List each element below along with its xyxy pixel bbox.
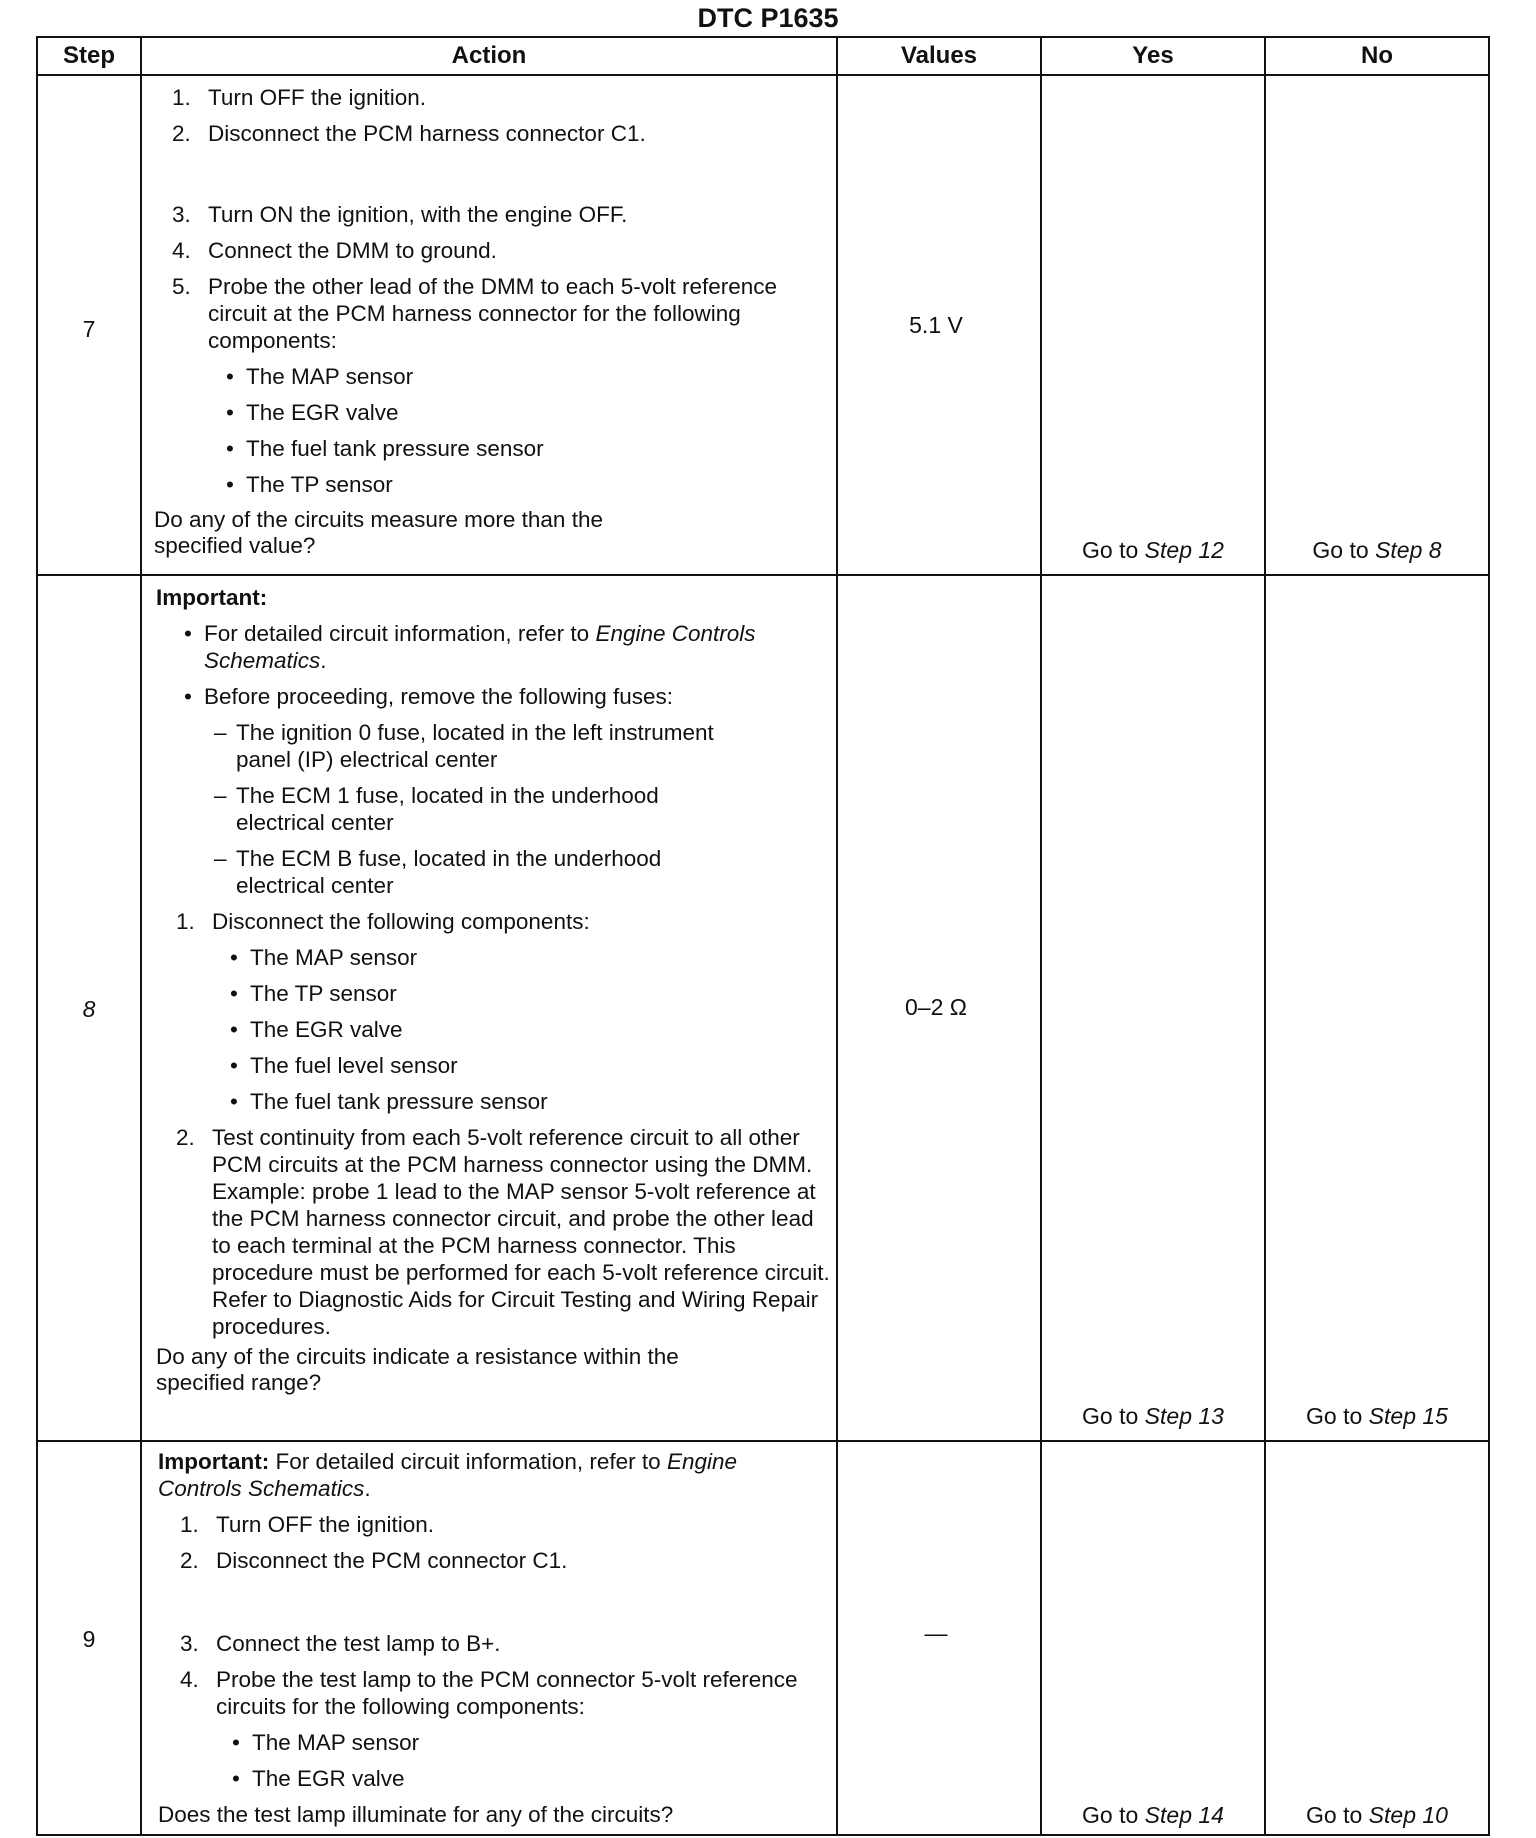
note-text: For detailed circuit information, refer to (275, 1449, 661, 1474)
component-item: • The MAP sensor (232, 1730, 420, 1755)
component-text: The EGR valve (252, 1766, 405, 1791)
important-label: Important: (158, 1449, 270, 1474)
note-text: For detailed circuit information, refer to (204, 621, 590, 646)
no-step-ref: Step 10 (1368, 1802, 1448, 1828)
note-text: Before proceeding, remove the following fuses: (204, 684, 674, 709)
action-cell (156, 584, 832, 1396)
instruction-text: Turn ON the ignition, with the engine OFF. (208, 202, 628, 227)
yes-column-rule (1264, 37, 1266, 1835)
yes-step-ref: Step 13 (1144, 1403, 1224, 1429)
step-column-rule (140, 37, 142, 1835)
instruction-text: Connect the DMM to ground. (208, 238, 497, 263)
question-text: Does the test lamp illuminate for any of the circuits? (158, 1802, 674, 1827)
component-text: The MAP sensor (252, 1730, 420, 1755)
action-cell (154, 84, 830, 559)
header-rule (37, 74, 1489, 76)
instruction-text: Connect the test lamp to B+. (216, 1631, 501, 1656)
action-cell (158, 1448, 834, 1828)
fuse-item: – The ignition 0 fuse, located in the left instrument panel (IP) electrical center (214, 720, 714, 772)
action-column-rule (836, 37, 838, 1835)
component-text: The EGR valve (250, 1017, 403, 1042)
instruction-step: 2. Test continuity from each 5-volt reference circuit to all other PCM circuits at the PCM harness connector using the DMM. Example: probe 1 lead to the MAP sensor 5-volt reference at the PCM harness connector circuit, and probe the other lead to each terminal at the PCM harness connector. This procedure must be performed for each 5-volt reference circuit. Refer to Diagnostic Aids for Circuit Testing and Wiring Repair procedures. (176, 1125, 830, 1339)
component-text: The MAP sensor (246, 364, 414, 389)
value-cell: — (924, 1620, 948, 1646)
important-note: Important: For detailed circuit information, refer to Engine Controls Schematics. (158, 1449, 738, 1501)
instruction-step: 1. Turn OFF the ignition. (172, 85, 427, 110)
yes-action: Go to Step 13 (1082, 1403, 1224, 1429)
component-text: The TP sensor (246, 472, 393, 497)
instruction-step: 2. Disconnect the PCM harness connector C1. (172, 121, 646, 146)
yes-action: Go to Step 12 (1082, 537, 1224, 563)
header-values: Values (900, 42, 978, 69)
schematics-ref: Engine Controls Schematics (204, 621, 756, 673)
no-step-ref: Step 8 (1375, 537, 1442, 563)
step-number: 9 (82, 1626, 96, 1652)
instruction-text: Disconnect the PCM connector C1. (216, 1548, 568, 1573)
component-text: The TP sensor (250, 981, 397, 1006)
question-text: Do any of the circuits measure more than the specified value? (154, 507, 603, 558)
no-step-ref: Step 15 (1368, 1403, 1448, 1429)
component-item: • The TP sensor (226, 472, 393, 497)
fuse-text: The ignition 0 fuse, located in the left instrument panel (IP) electrical center (236, 720, 714, 772)
document-title: DTC P1635 (697, 3, 839, 33)
value-cell: 5.1 V (909, 312, 963, 338)
instruction-text: Turn OFF the ignition. (208, 85, 427, 110)
instruction-text: Disconnect the following components: (212, 909, 590, 934)
step-number: 8 (82, 996, 96, 1022)
component-item: • The TP sensor (230, 981, 397, 1006)
header-action: Action (451, 42, 527, 69)
instruction-text: Probe the other lead of the DMM to each 5-volt reference circuit at the PCM harness connector for the following components: (208, 274, 778, 353)
component-text: The fuel tank pressure sensor (250, 1089, 548, 1114)
note-item: • Before proceeding, remove the following fuses: (184, 684, 674, 709)
fuse-item: – The ECM 1 fuse, located in the underhood electrical center (214, 783, 659, 835)
question-text: Do any of the circuits indicate a resistance within the specified range? (156, 1344, 679, 1395)
component-item: • The EGR valve (232, 1766, 405, 1791)
component-item: • The EGR valve (230, 1017, 403, 1042)
yes-step-ref: Step 14 (1144, 1802, 1224, 1828)
value-cell: 0–2 Ω (905, 994, 967, 1020)
instruction-step: 4. Probe the test lamp to the PCM connector 5-volt reference circuits for the following components: (180, 1667, 798, 1719)
no-action: Go to Step 10 (1306, 1802, 1448, 1828)
yes-step-ref: Step 12 (1144, 537, 1224, 563)
step-number: 7 (82, 316, 96, 342)
instruction-text: Disconnect the PCM harness connector C1. (208, 121, 646, 146)
no-action: Go to Step 15 (1306, 1403, 1448, 1429)
instruction-step: 5. Probe the other lead of the DMM to each 5-volt reference circuit at the PCM harness connector for the following components: (172, 274, 778, 353)
component-item: • The fuel tank pressure sensor (230, 1089, 548, 1114)
fuse-item: – The ECM B fuse, located in the underhood electrical center (214, 846, 662, 898)
component-text: The EGR valve (246, 400, 399, 425)
row-7-rule (37, 574, 1489, 576)
component-item: • The MAP sensor (226, 364, 414, 389)
values-column-rule (1040, 37, 1042, 1835)
instruction-step: 1. Turn OFF the ignition. (180, 1512, 435, 1537)
header-no: No (1361, 42, 1393, 69)
instruction-step: 3. Connect the test lamp to B+. (180, 1631, 501, 1656)
fuse-text: The ECM B fuse, located in the underhood electrical center (236, 846, 662, 898)
instruction-step: 2. Disconnect the PCM connector C1. (180, 1548, 568, 1573)
component-item: • The MAP sensor (230, 945, 418, 970)
no-action: Go to Step 8 (1312, 537, 1442, 563)
instruction-text: Test continuity from each 5-volt reference circuit to all other PCM circuits at the PCM harness connector using the DMM. Example: probe 1 lead to the MAP sensor 5-volt reference at the PCM harness connector circuit, and probe the other lead to each terminal at the PCM harness connector. This procedure must be performed for each 5-volt reference circuit. Refer to Diagnostic Aids for Circuit Testing and Wiring Repair procedures. (212, 1125, 830, 1339)
header-yes: Yes (1132, 42, 1174, 69)
fuse-text: The ECM 1 fuse, located in the underhood electrical center (236, 783, 659, 835)
instruction-text: Turn OFF the ignition. (216, 1512, 435, 1537)
schematics-ref: Engine Controls Schematics (158, 1449, 738, 1501)
component-text: The MAP sensor (250, 945, 418, 970)
important-label: Important: (156, 585, 268, 610)
component-item: • The fuel level sensor (230, 1053, 458, 1078)
instruction-step: 4. Connect the DMM to ground. (172, 238, 497, 263)
instruction-step: 3. Turn ON the ignition, with the engine OFF. (172, 202, 628, 227)
instruction-text: Probe the test lamp to the PCM connector 5-volt reference circuits for the following components: (216, 1667, 798, 1719)
component-item: • The fuel tank pressure sensor (226, 436, 544, 461)
header-step: Step (62, 42, 115, 69)
yes-action: Go to Step 14 (1082, 1802, 1224, 1828)
instruction-step: 1. Disconnect the following components: (176, 909, 590, 934)
note-item: • For detailed circuit information, refer to Engine Controls Schematics. (184, 621, 756, 673)
component-text: The fuel level sensor (250, 1053, 458, 1078)
component-item: • The EGR valve (226, 400, 399, 425)
row-8-rule (37, 1440, 1489, 1442)
component-text: The fuel tank pressure sensor (246, 436, 544, 461)
